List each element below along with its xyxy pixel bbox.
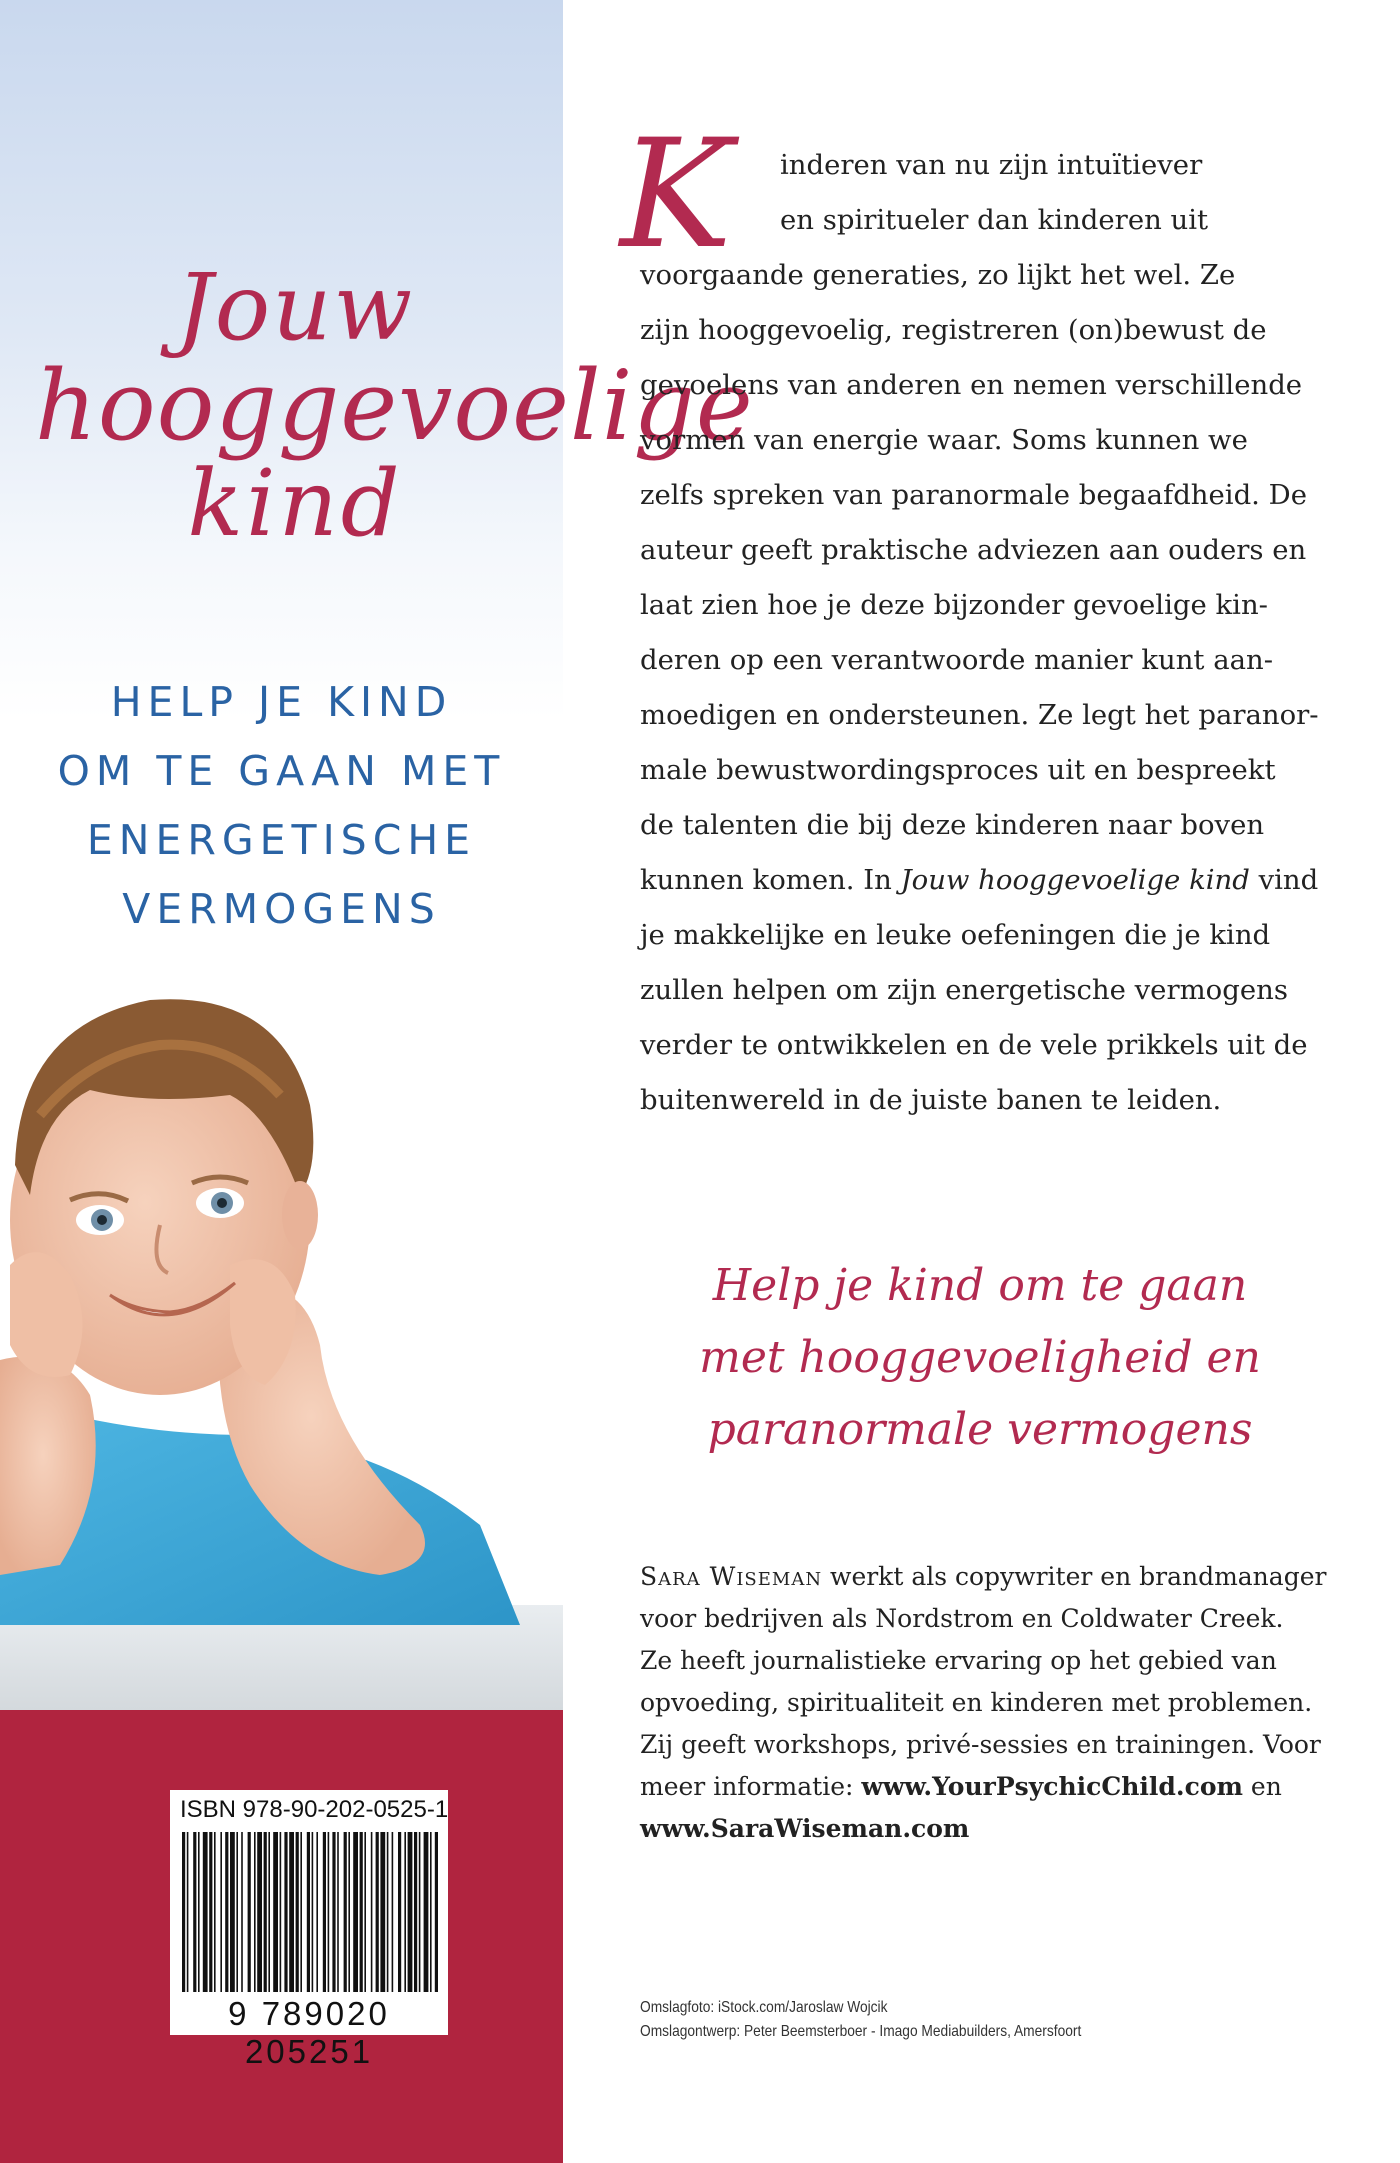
barcode-bar — [376, 1832, 379, 1992]
barcode-bar — [353, 1832, 358, 1992]
book-title-line-2: hooggevoelige — [35, 350, 754, 462]
pull-quote-line-2: met hooggevoeligheid en — [699, 1332, 1261, 1383]
blurb-line: de talenten die bij deze kinderen naar boven — [640, 809, 1265, 841]
blurb-line: male bewustwordingsproces uit en bespreekt — [640, 754, 1276, 786]
barcode-bar — [230, 1832, 235, 1992]
author-bio-line — [640, 1766, 1340, 1808]
blurb-line: voorgaande generaties, zo lijkt het wel. Ze — [640, 259, 1236, 291]
barcode-bar — [408, 1832, 413, 1992]
barcode-bars — [182, 1832, 436, 1992]
author-bio — [640, 1556, 1340, 1850]
tagline-line-2: OM TE GAAN MET — [57, 747, 506, 795]
blurb-line: zullen helpen om zijn energetische vermogens — [640, 974, 1288, 1006]
author-bio-line: opvoeding, spiritualiteit en kinderen met problemen. — [640, 1688, 1313, 1717]
author-bio-line — [640, 1556, 1340, 1598]
pull-quote-line-1: Help je kind om te gaan — [712, 1260, 1248, 1311]
photo-credit: Omslagfoto: iStock.com/Jaroslaw Wojcik — [640, 1999, 888, 2016]
barcode-bar — [209, 1832, 212, 1992]
barcode-bar — [435, 1832, 438, 1992]
barcode-bar — [392, 1832, 394, 1992]
barcode-bar — [187, 1832, 189, 1992]
tagline-line-3: ENERGETISCHE — [86, 816, 477, 864]
blurb-text: kunnen komen. In — [640, 864, 901, 896]
child-photo — [0, 965, 563, 1710]
blurb-line: deren op een verantwoorde manier kunt aan- — [640, 644, 1273, 676]
barcode-bar — [323, 1832, 326, 1992]
blurb-line: vormen van energie waar. Soms kunnen we — [640, 424, 1248, 456]
blurb-line: zijn hooggevoelig, registreren (on)bewust de — [640, 314, 1267, 346]
pull-quote-line-3: paranormale vermogens — [707, 1404, 1253, 1455]
barcode-bar — [284, 1832, 287, 1992]
barcode-bar — [430, 1832, 432, 1992]
barcode-bar — [254, 1832, 256, 1992]
barcode-panel — [0, 1710, 563, 2163]
blurb-line-with-title — [640, 853, 1320, 908]
barcode-bar — [316, 1832, 318, 1992]
book-title — [35, 254, 754, 557]
blurb — [640, 138, 1320, 1128]
barcode-bar — [268, 1832, 270, 1992]
barcode-bar — [360, 1832, 363, 1992]
barcode-bar — [300, 1832, 302, 1992]
barcode-bar — [264, 1832, 267, 1992]
barcode-bar — [225, 1832, 228, 1992]
barcode-bar — [257, 1832, 262, 1992]
book-title-line-1: Jouw — [175, 254, 415, 361]
website-link-2: www.SaraWiseman.com — [640, 1814, 970, 1843]
barcode-bar — [328, 1832, 330, 1992]
blurb-book-title: Jouw hooggevoelige kind — [900, 864, 1250, 896]
tagline — [20, 668, 543, 944]
blurb-line: en spiritueler dan kinderen uit — [780, 204, 1209, 236]
blurb-line: moedigen en ondersteunen. Ze legt het paranor- — [640, 699, 1319, 731]
blurb-text: vind — [1249, 864, 1319, 896]
barcode-bar — [248, 1832, 251, 1992]
barcode-bar — [241, 1832, 243, 1992]
barcode-bar — [380, 1832, 385, 1992]
blurb-line: buitenwereld in de juiste banen te leiden. — [640, 1084, 1222, 1116]
barcode-bar — [296, 1832, 299, 1992]
barcode-bar — [307, 1832, 310, 1992]
blurb-line: zelfs spreken van paranormale begaafdheid. De — [640, 479, 1307, 511]
barcode-bar — [220, 1832, 222, 1992]
website-link-1: www.YourPsychicChild.com — [861, 1772, 1243, 1801]
barcode-bar — [337, 1832, 339, 1992]
author-bio-line: voor bedrijven als Nordstrom en Coldwater Creek. — [640, 1604, 1284, 1633]
blurb-line: verder te ontwikkelen en de vele prikkels uit de — [640, 1029, 1308, 1061]
barcode-bar — [344, 1832, 347, 1992]
blurb-line: gevoelens van anderen en nemen verschillende — [640, 369, 1303, 401]
barcode-bar — [424, 1832, 429, 1992]
isbn-label: ISBN 978-90-202-0525-1 — [180, 1796, 449, 1823]
barcode-bar — [414, 1832, 417, 1992]
barcode-bar — [280, 1832, 282, 1992]
blurb-line: inderen van nu zijn intuïtiever — [780, 149, 1203, 181]
tagline-line-4: VERMOGENS — [122, 885, 441, 933]
author-bio-text: en — [1242, 1772, 1282, 1801]
barcode-bar — [214, 1832, 216, 1992]
author-name: Sara Wiseman — [640, 1562, 823, 1591]
barcode-bar — [364, 1832, 366, 1992]
author-bio-line: Ze heeft journalistieke ervaring op het gebied van — [640, 1646, 1277, 1675]
barcode-bar — [182, 1832, 185, 1992]
credits — [640, 1996, 1153, 2044]
design-credit: Omslagontwerp: Peter Beemsterboer - Imago Mediabuilders, Amersfoort — [640, 2023, 1082, 2040]
barcode-bar — [198, 1832, 200, 1992]
author-bio-text: werkt als copywriter en brandmanager — [822, 1562, 1327, 1591]
book-title-line-3: kind — [187, 450, 403, 557]
barcode-bar — [203, 1832, 208, 1992]
pull-quote — [640, 1250, 1320, 1466]
blurb-line: je makkelijke en leuke oefeningen die je kind — [640, 919, 1271, 951]
barcode-bar — [404, 1832, 406, 1992]
barcode — [170, 1790, 449, 2070]
barcode-bar — [193, 1832, 196, 1992]
blurb-line: laat zien hoe je deze bijzonder gevoelige kin- — [640, 589, 1268, 621]
barcode-bar — [419, 1832, 421, 1992]
tagline-line-1: HELP JE KIND — [110, 678, 453, 726]
barcode-digits: 9 789020 205251 — [228, 1995, 390, 2070]
blurb-line: auteur geeft praktische adviezen aan ouders en — [640, 534, 1307, 566]
barcode-bar — [398, 1832, 401, 1992]
barcode-bar — [236, 1832, 238, 1992]
author-bio-text: meer informatie: — [640, 1772, 862, 1801]
barcode-bar — [273, 1832, 278, 1992]
barcode-bar — [387, 1832, 389, 1992]
author-bio-line: Zij geeft workshops, privé-sessies en trainingen. Voor — [640, 1730, 1321, 1759]
barcode-bar — [348, 1832, 350, 1992]
barcode-bar — [312, 1832, 314, 1992]
barcode-bar — [371, 1832, 373, 1992]
barcode-bar — [289, 1832, 294, 1992]
drop-cap: K — [620, 108, 733, 282]
barcode-bar — [332, 1832, 335, 1992]
